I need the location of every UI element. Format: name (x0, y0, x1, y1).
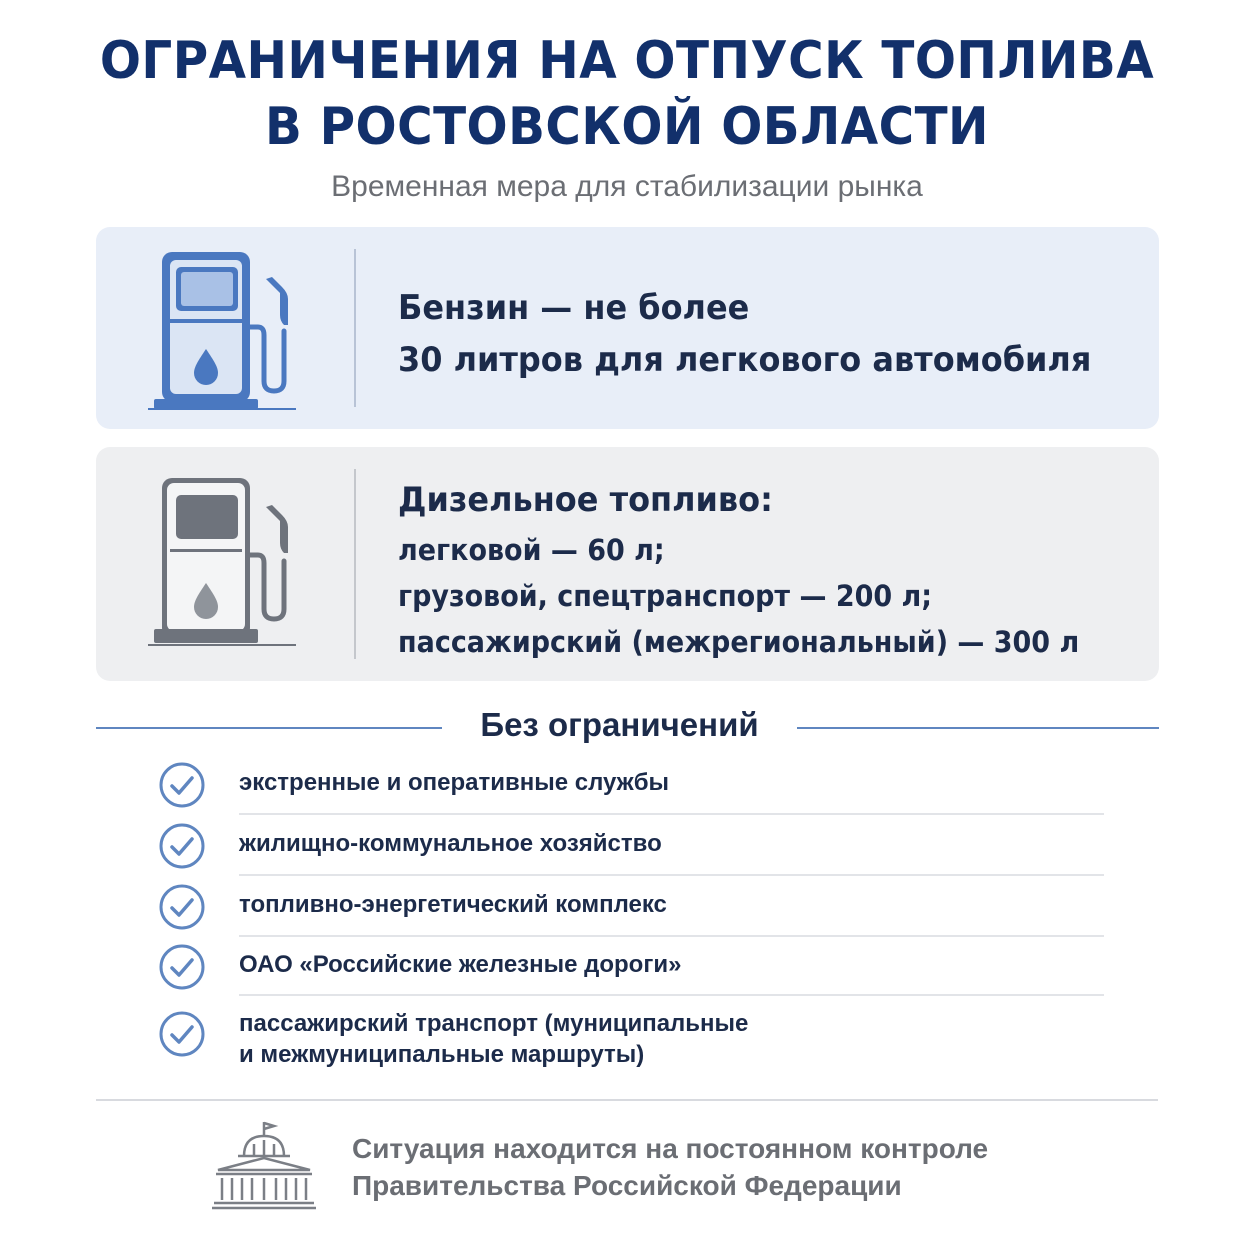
list-item-label: ОАО «Российские железные дороги» (239, 951, 682, 978)
petrol-limit-text (398, 282, 1091, 386)
card-divider (354, 249, 356, 407)
list-item-label-line-2: и межмуниципальные маршруты) (239, 1041, 645, 1068)
check-circle-icon (158, 822, 206, 870)
government-building-icon (210, 1120, 318, 1214)
list-item (158, 821, 1104, 875)
diesel-limits-list (398, 527, 1079, 665)
heading-rule-left (96, 727, 442, 729)
no-limits-heading (0, 706, 1254, 750)
fuel-pump-icon (148, 249, 298, 415)
petrol-card (96, 227, 1159, 429)
list-separator (239, 813, 1104, 815)
list-item-label: экстренные и оперативные службы (239, 769, 670, 796)
list-item-label-line-1: пассажирский транспорт (муниципальные (239, 1010, 749, 1037)
diesel-limit-passenger: пассажирский (межрегиональный) — 300 л (398, 625, 1080, 659)
list-separator (239, 994, 1104, 996)
title-line-2: В РОСТОВСКОЙ ОБЛАСТИ (265, 97, 989, 157)
petrol-line-2: 30 литров для легкового автомобиля (398, 340, 1092, 380)
diesel-limit-truck: грузовой, спецтранспорт — 200 л; (398, 579, 933, 613)
footer-line-1: Ситуация находится на постоянном контроле (352, 1133, 989, 1164)
list-item (158, 942, 1104, 996)
petrol-line-1: Бензин — не более (398, 288, 750, 328)
list-item (158, 882, 1104, 936)
footer-note (352, 1130, 988, 1204)
list-item (158, 760, 1104, 814)
list-item-label: жилищно-коммунальное хозяйство (239, 830, 662, 857)
diesel-title: Дизельное топливо: (398, 480, 773, 520)
heading-rule-right (797, 727, 1159, 729)
diesel-limit-car: легковой — 60 л; (398, 533, 665, 567)
list-item-label (239, 1008, 748, 1070)
footer-divider (96, 1099, 1158, 1101)
check-circle-icon (158, 943, 206, 991)
check-circle-icon (158, 883, 206, 931)
list-separator (239, 874, 1104, 876)
page-title (44, 28, 1210, 160)
check-circle-icon (158, 1010, 206, 1058)
title-line-1: ОГРАНИЧЕНИЯ НА ОТПУСК ТОПЛИВА (99, 31, 1155, 91)
footer-line-2: Правительства Российской Федерации (352, 1170, 902, 1201)
card-divider (354, 469, 356, 659)
no-limits-label: Без ограничений (480, 706, 759, 743)
page-subtitle: Временная мера для стабилизации рынка (331, 170, 923, 203)
list-separator (239, 935, 1104, 937)
diesel-card (96, 447, 1159, 681)
list-item-label: топливно-энергетический комплекс (239, 891, 667, 918)
check-circle-icon (158, 761, 206, 809)
fuel-pump-icon (148, 475, 298, 655)
list-item (158, 1008, 1104, 1074)
